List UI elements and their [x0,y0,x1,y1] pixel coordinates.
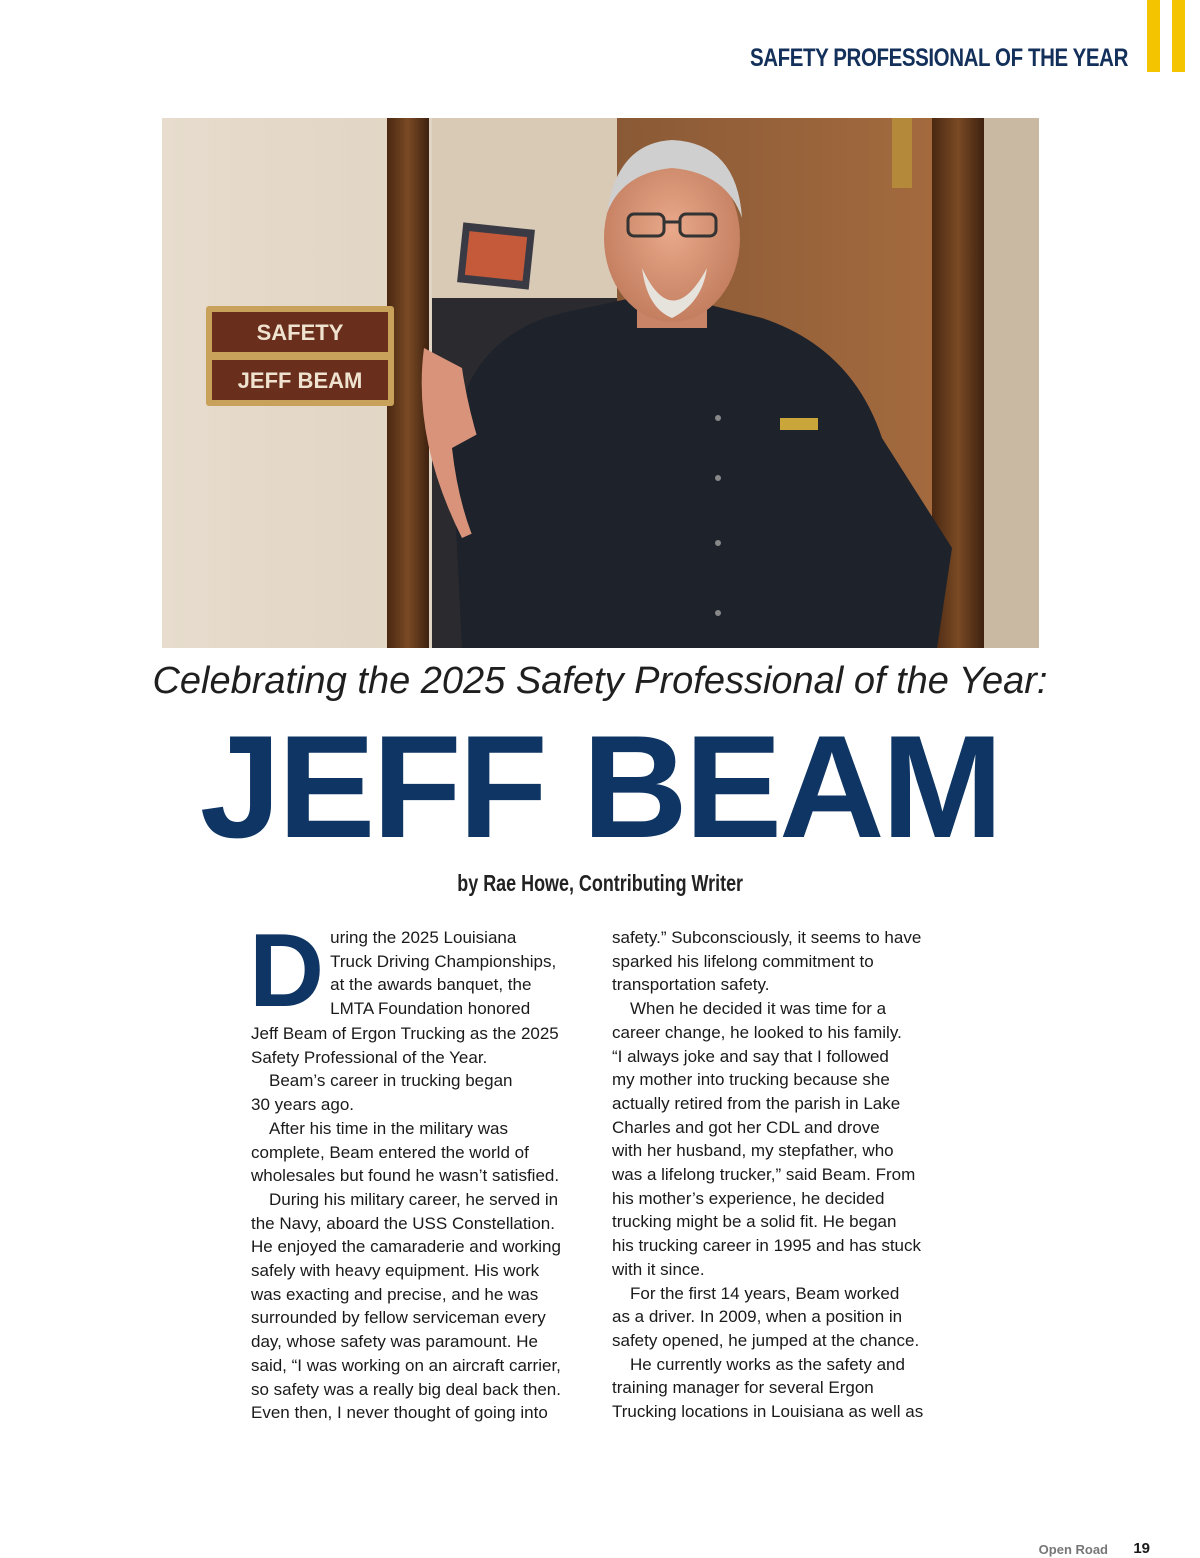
text-line: safety.” Subconsciously, it seems to have [612,928,922,947]
text-line: For the first 14 years, Beam worked [630,1283,900,1303]
text-line: day, whose safety was paramount. He [251,1332,538,1352]
text-line: 30 years ago. [251,1095,355,1115]
text-line: so safety was a really big deal back then. [251,1379,561,1399]
text-line: Charles and got her CDL and drove [612,1117,880,1137]
text-line: Safety Professional of the Year. [251,1047,488,1067]
article-subtitle: Celebrating the 2025 Safety Professional of the Year: [152,660,1048,702]
text-line: He currently works as the safety and [630,1354,905,1374]
byline: by Rae Howe, Contributing Writer [457,870,743,896]
text-line: trucking might be a solid fit. He began [612,1212,897,1232]
accent-bars [1147,0,1185,72]
sign-line-1: SAFETY [256,320,344,345]
text-line: safety opened, he jumped at the chance. [612,1330,920,1350]
text-line: After his time in the military was [269,1118,509,1138]
text-line: surrounded by fellow serviceman every [251,1308,546,1328]
sign-line-2: JEFF BEAM [237,368,363,393]
text-line: training manager for several Ergon [612,1378,874,1398]
article-column-right [612,926,947,1424]
drop-cap: D [249,913,325,1029]
text-line: “I always joke and say that I followed [612,1046,889,1066]
text-line: at the awards banquet, the [330,975,532,995]
page-number: 19 [1133,1540,1150,1557]
text-line: my mother into trucking because she [612,1070,890,1090]
article-headline: JEFF BEAM [199,705,1001,868]
text-line: career change, he looked to his family. [612,1022,902,1042]
text-line: said, “I was working on an aircraft carrier, [251,1355,561,1375]
text-line: complete, Beam entered the world of [251,1142,529,1162]
text-line: Trucking locations in Louisiana as well as [612,1402,924,1422]
text-line: Truck Driving Championships, [330,951,557,971]
text-line: actually retired from the parish in Lake [612,1093,901,1113]
section-label: SAFETY PROFESSIONAL OF THE YEAR [750,44,1128,72]
text-line: Beam’s career in trucking began [269,1071,513,1091]
text-line: During his military career, he served in [269,1189,559,1209]
text-line: with her husband, my stepfather, who [612,1141,894,1161]
publication-name: Open Road [1038,1542,1108,1557]
text-line: the Navy, aboard the USS Constellation. [251,1213,555,1233]
text-line: sparked his lifelong commitment to [612,951,874,971]
text-line: He enjoyed the camaraderie and working [251,1237,561,1257]
text-line: safely with heavy equipment. His work [251,1261,540,1281]
text-line: When he decided it was time for a [630,999,887,1019]
text-line: Even then, I never thought of going into [251,1403,548,1423]
text-line: was exacting and precise, and he was [251,1284,539,1304]
text-line: was a lifelong trucker,” said Beam. From [612,1165,916,1185]
text-line: as a driver. In 2009, when a position in [612,1307,903,1327]
text-line: wholesales but found he wasn’t satisfied. [251,1166,560,1186]
feature-photo [162,118,1039,648]
text-line: his trucking career in 1995 and has stuck [612,1236,922,1256]
text-line: transportation safety. [612,975,770,995]
text-line: with it since. [612,1259,705,1279]
text-line: Jeff Beam of Ergon Trucking as the 2025 [251,1024,559,1043]
text-line: his mother’s experience, he decided [612,1188,885,1208]
article-column-left [249,913,586,1425]
text-line: uring the 2025 Louisiana [330,928,517,947]
text-line: LMTA Foundation honored [330,999,531,1019]
